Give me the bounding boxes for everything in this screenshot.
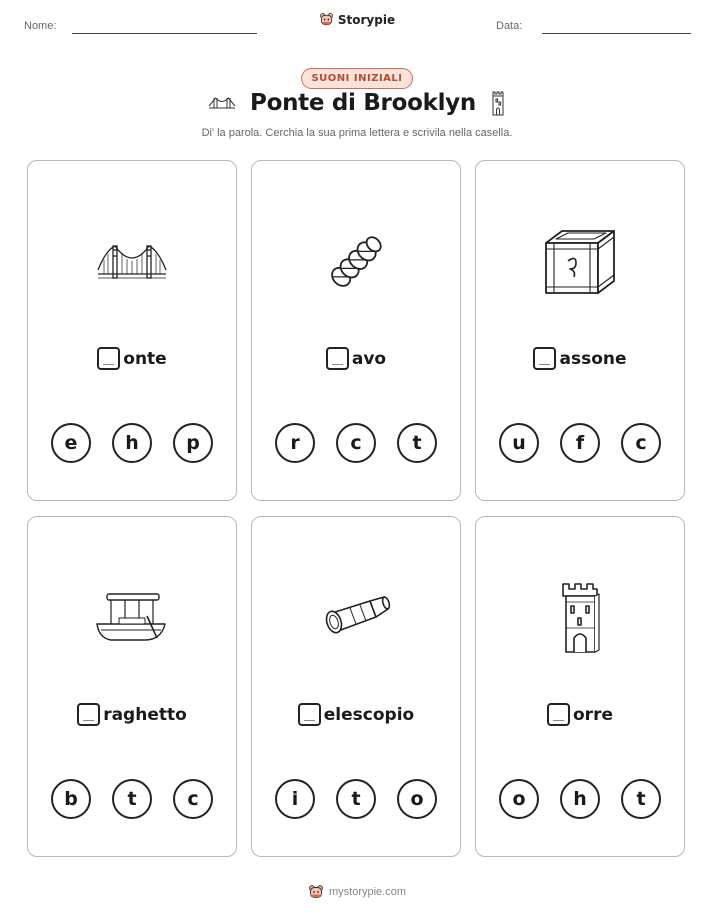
word-card <box>475 160 685 501</box>
answer-box[interactable] <box>97 347 120 370</box>
letter-choice[interactable]: c <box>173 779 213 819</box>
letter-choice[interactable]: f <box>560 423 600 463</box>
letter-choice[interactable]: t <box>397 423 437 463</box>
letter-choice[interactable]: h <box>560 779 600 819</box>
crate-icon <box>542 225 618 299</box>
word-rest: raghetto <box>103 704 187 725</box>
answer-box[interactable] <box>326 347 349 370</box>
word-rest: avo <box>351 348 387 369</box>
letter-choice[interactable]: t <box>112 779 152 819</box>
word-card <box>27 516 237 857</box>
name-label: Nome: <box>24 20 57 32</box>
letter-choice[interactable]: e <box>51 423 91 463</box>
telescope-icon <box>320 595 392 641</box>
footer <box>0 884 714 900</box>
letter-choice[interactable]: c <box>621 423 661 463</box>
rope-icon <box>321 227 391 297</box>
storypie-mascot-icon <box>308 884 324 900</box>
tower-icon <box>559 582 601 654</box>
letter-choice[interactable]: o <box>397 779 437 819</box>
answer-box[interactable] <box>547 703 570 726</box>
boat-icon <box>95 592 169 644</box>
page-title: Ponte di Brooklyn <box>250 90 476 116</box>
answer-box[interactable] <box>298 703 321 726</box>
letter-choice[interactable]: h <box>112 423 152 463</box>
word-rest: elescopio <box>323 704 415 725</box>
letter-choice[interactable]: u <box>499 423 539 463</box>
word-card <box>475 516 685 857</box>
letter-choice[interactable]: r <box>275 423 315 463</box>
letter-choice[interactable]: b <box>51 779 91 819</box>
logo-text: Storypie <box>337 12 396 27</box>
bridge-icon <box>96 240 168 284</box>
date-line[interactable] <box>542 33 691 34</box>
word-card <box>27 160 237 501</box>
letter-choice[interactable]: c <box>336 423 376 463</box>
storypie-mascot-icon <box>319 12 334 27</box>
letter-choice[interactable]: o <box>499 779 539 819</box>
letter-choice[interactable]: i <box>275 779 315 819</box>
storypie-logo <box>0 12 714 31</box>
answer-box[interactable] <box>77 703 100 726</box>
word-rest: orre <box>573 704 613 725</box>
word-card <box>251 516 461 857</box>
instructions: Di' la parola. Cerchia la sua prima lettera e scrivila nella casella. <box>201 127 513 139</box>
name-line[interactable] <box>72 33 257 34</box>
date-label: Data: <box>496 20 523 32</box>
word-card <box>251 160 461 501</box>
letter-choice[interactable]: t <box>336 779 376 819</box>
footer-url[interactable]: mystorypie.com <box>328 886 407 898</box>
topic-badge: SUONI INIZIALI <box>301 68 412 89</box>
tower-icon <box>490 90 506 116</box>
letter-choice[interactable]: p <box>173 423 213 463</box>
word-rest: assone <box>559 348 627 369</box>
bridge-icon <box>208 96 236 110</box>
word-rest: onte <box>123 348 167 369</box>
answer-box[interactable] <box>533 347 556 370</box>
letter-choice[interactable]: t <box>621 779 661 819</box>
